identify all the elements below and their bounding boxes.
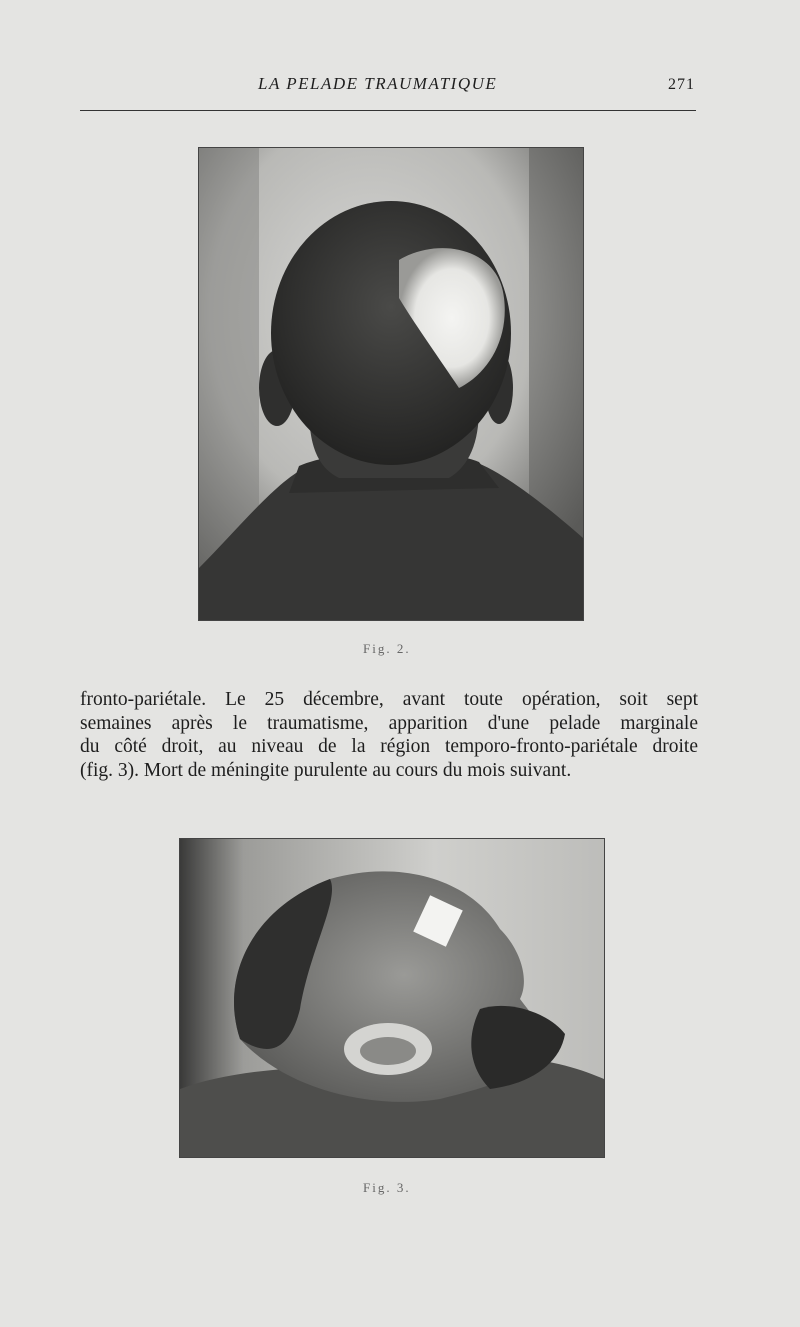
body-paragraph xyxy=(80,688,698,782)
figure-3-caption: Fig. 3. xyxy=(363,1180,411,1195)
paragraph-line: (fig. 3). Mort de méningite purulente au cours du mois suivant. xyxy=(80,759,572,781)
figure-2-photo xyxy=(198,147,584,621)
figure-3-photo xyxy=(179,838,605,1158)
figure-2-caption: Fig. 2. xyxy=(363,641,411,656)
paragraph-line: du côté droit, au niveau de la région temporo-fronto-pariétale droite xyxy=(80,736,698,757)
running-head: LA PELADE TRAUMATIQUE xyxy=(258,74,498,93)
paragraph-line: fronto-pariétale. Le 25 décembre, avant toute opération, soit sept xyxy=(80,689,698,710)
page-number: 271 xyxy=(668,76,695,93)
header-rule xyxy=(80,110,696,111)
paragraph-line: semaines après le traumatisme, apparition d'une pelade marginale xyxy=(80,712,698,734)
